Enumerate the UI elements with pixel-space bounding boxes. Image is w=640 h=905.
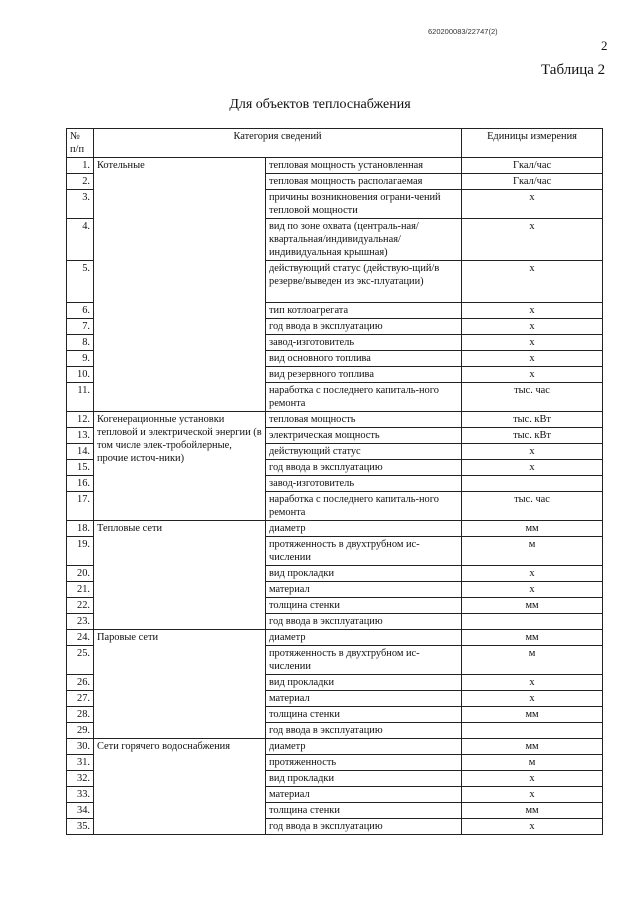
row-unit: мм <box>462 707 603 723</box>
row-item: завод-изготовитель <box>266 476 462 492</box>
document-title: Для объектов теплоснабжения <box>229 97 411 112</box>
row-number: 3. <box>67 190 94 219</box>
table-body <box>67 158 603 835</box>
row-unit: х <box>462 675 603 691</box>
row-number: 5. <box>67 261 94 303</box>
row-number: 25. <box>67 646 94 675</box>
row-item: вид прокладки <box>266 675 462 691</box>
row-unit: х <box>462 351 603 367</box>
row-item: тепловая мощность <box>266 412 462 428</box>
table-row <box>67 521 603 537</box>
row-number: 21. <box>67 582 94 598</box>
row-number: 14. <box>67 444 94 460</box>
row-item: диаметр <box>266 630 462 646</box>
row-item: год ввода в эксплуатацию <box>266 723 462 739</box>
row-number: 10. <box>67 367 94 383</box>
group-label: Тепловые сети <box>94 521 266 630</box>
row-unit: м <box>462 646 603 675</box>
row-number: 32. <box>67 771 94 787</box>
table-row <box>67 739 603 755</box>
table-label: Таблица 2 <box>541 62 606 78</box>
row-unit: х <box>462 444 603 460</box>
row-number: 23. <box>67 614 94 630</box>
page-number: 2 <box>601 38 608 53</box>
row-item: тип котлоагрегата <box>266 303 462 319</box>
row-unit: тыс. кВт <box>462 412 603 428</box>
row-number: 17. <box>67 492 94 521</box>
row-unit: Гкал/час <box>462 174 603 190</box>
row-unit: м <box>462 755 603 771</box>
row-number: 2. <box>67 174 94 190</box>
row-unit: х <box>462 787 603 803</box>
row-unit: тыс. час <box>462 383 603 412</box>
row-number: 22. <box>67 598 94 614</box>
row-unit: х <box>462 691 603 707</box>
row-item: материал <box>266 691 462 707</box>
row-unit <box>462 476 603 492</box>
row-number: 28. <box>67 707 94 723</box>
row-number: 11. <box>67 383 94 412</box>
row-unit: Гкал/час <box>462 158 603 174</box>
row-unit: мм <box>462 630 603 646</box>
row-item: диаметр <box>266 739 462 755</box>
row-item: год ввода в эксплуатацию <box>266 460 462 476</box>
row-unit: х <box>462 219 603 261</box>
row-unit: мм <box>462 598 603 614</box>
row-item: протяженность <box>266 755 462 771</box>
row-number: 7. <box>67 319 94 335</box>
row-item: наработка с последнего капиталь-ного ремонта <box>266 383 462 412</box>
row-item: причины возникновения ограни-чений тепловой мощности <box>266 190 462 219</box>
row-item: завод-изготовитель <box>266 335 462 351</box>
row-item: год ввода в эксплуатацию <box>266 819 462 835</box>
table-row <box>67 158 603 174</box>
row-item: действующий статус <box>266 444 462 460</box>
row-unit: м <box>462 537 603 566</box>
document-id: 620200083/22747(2) <box>428 27 498 36</box>
row-number: 27. <box>67 691 94 707</box>
row-number: 33. <box>67 787 94 803</box>
row-item: вид основного топлива <box>266 351 462 367</box>
row-unit: х <box>462 261 603 303</box>
row-item: материал <box>266 582 462 598</box>
row-number: 4. <box>67 219 94 261</box>
row-unit: х <box>462 566 603 582</box>
row-unit: мм <box>462 739 603 755</box>
row-number: 8. <box>67 335 94 351</box>
row-item: материал <box>266 787 462 803</box>
group-label: Сети горячего водоснабжения <box>94 739 266 835</box>
row-item: электрическая мощность <box>266 428 462 444</box>
row-number: 1. <box>67 158 94 174</box>
row-unit: х <box>462 460 603 476</box>
row-item: толщина стенки <box>266 598 462 614</box>
row-number: 20. <box>67 566 94 582</box>
row-unit: х <box>462 367 603 383</box>
row-unit <box>462 614 603 630</box>
row-number: 34. <box>67 803 94 819</box>
group-label: Котельные <box>94 158 266 412</box>
row-item: протяженность в двухтрубном ис-числении <box>266 646 462 675</box>
row-item: вид резервного топлива <box>266 367 462 383</box>
row-unit: х <box>462 771 603 787</box>
header-category: Категория сведений <box>94 129 462 158</box>
row-number: 15. <box>67 460 94 476</box>
row-number: 24. <box>67 630 94 646</box>
header-unit: Единицы измерения <box>462 129 603 158</box>
row-number: 6. <box>67 303 94 319</box>
group-label: Паровые сети <box>94 630 266 739</box>
row-number: 35. <box>67 819 94 835</box>
row-item: вид прокладки <box>266 566 462 582</box>
row-item: толщина стенки <box>266 803 462 819</box>
row-item: диаметр <box>266 521 462 537</box>
row-item: протяженность в двухтрубном ис-числении <box>266 537 462 566</box>
header-num: № п/п <box>67 129 94 158</box>
table-header-row <box>67 129 603 158</box>
row-unit: мм <box>462 521 603 537</box>
row-number: 30. <box>67 739 94 755</box>
row-number: 29. <box>67 723 94 739</box>
row-unit: х <box>462 303 603 319</box>
row-unit <box>462 723 603 739</box>
row-item: толщина стенки <box>266 707 462 723</box>
row-item: год ввода в эксплуатацию <box>266 614 462 630</box>
row-item: вид по зоне охвата (централь-ная/квартальная/индивидуальная/индивидуальная крышная) <box>266 219 462 261</box>
group-label: Когенерационные установки тепловой и электрической энергии (в том числе элек-тробойлерные, прочие источ-ники) <box>94 412 266 521</box>
row-unit: х <box>462 190 603 219</box>
table-row <box>67 412 603 428</box>
table-row <box>67 630 603 646</box>
row-item: действующий статус (действую-щий/в резерве/выведен из экс-плуатации) <box>266 261 462 303</box>
row-unit: тыс. кВт <box>462 428 603 444</box>
row-item: наработка с последнего капиталь-ного ремонта <box>266 492 462 521</box>
row-number: 26. <box>67 675 94 691</box>
row-unit: х <box>462 582 603 598</box>
data-table <box>66 128 603 835</box>
row-number: 16. <box>67 476 94 492</box>
row-item: вид прокладки <box>266 771 462 787</box>
row-unit: мм <box>462 803 603 819</box>
row-item: тепловая мощность располагаемая <box>266 174 462 190</box>
row-number: 19. <box>67 537 94 566</box>
row-unit: х <box>462 819 603 835</box>
row-number: 9. <box>67 351 94 367</box>
row-unit: х <box>462 335 603 351</box>
row-unit: тыс. час <box>462 492 603 521</box>
row-number: 31. <box>67 755 94 771</box>
row-unit: х <box>462 319 603 335</box>
row-item: год ввода в эксплуатацию <box>266 319 462 335</box>
row-number: 12. <box>67 412 94 428</box>
row-item: тепловая мощность установленная <box>266 158 462 174</box>
row-number: 18. <box>67 521 94 537</box>
row-number: 13. <box>67 428 94 444</box>
